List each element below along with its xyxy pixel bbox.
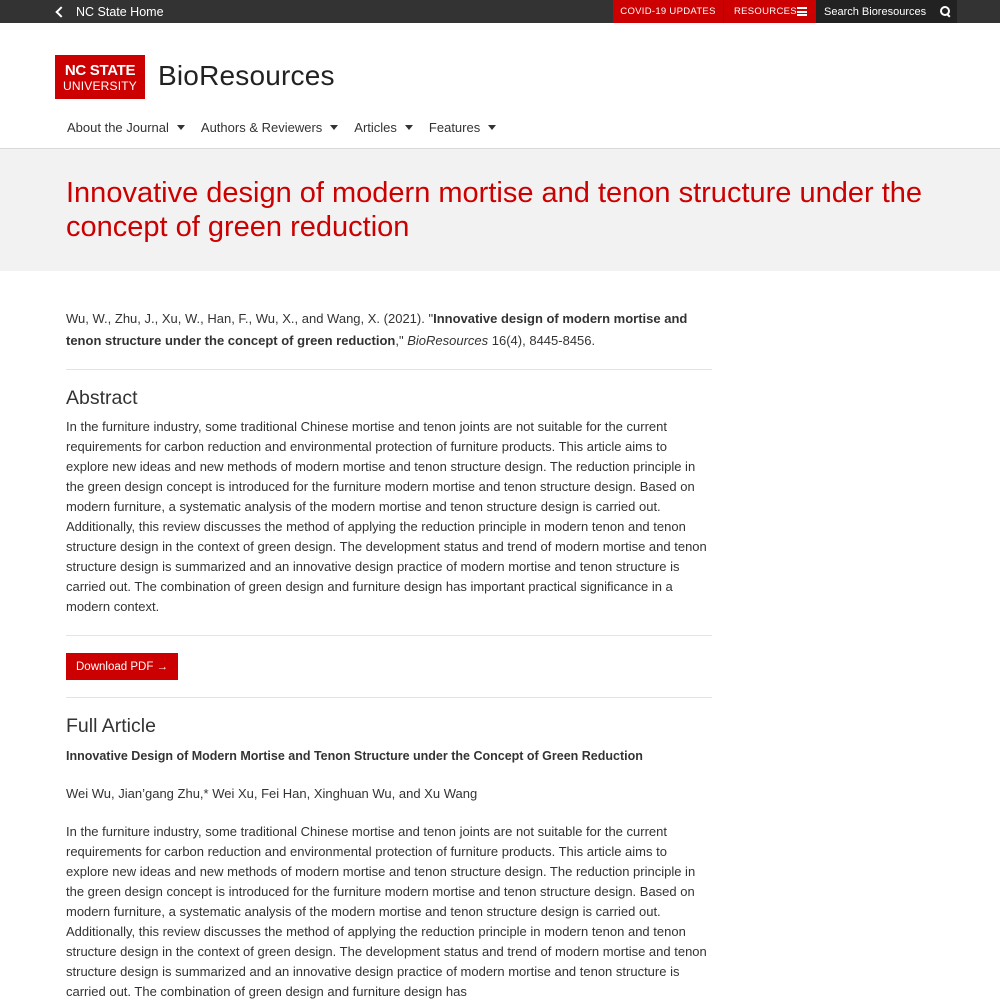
page-title: Innovative design of modern mortise and tenon structure under the concept of green reduction: [66, 177, 923, 243]
caret-down-icon: [488, 125, 496, 130]
divider: [66, 369, 712, 370]
nav-item-about-the-journal[interactable]: [67, 117, 185, 137]
search-icon[interactable]: [940, 6, 951, 17]
resources-label: RESOURCES: [734, 6, 797, 17]
citation: [66, 308, 712, 352]
resources-menu-button[interactable]: [723, 0, 816, 23]
nav-item-label: Features: [428, 119, 481, 135]
nav-item-authors-reviewers[interactable]: [201, 117, 338, 137]
logo-line-2: UNIVERSITY: [62, 78, 137, 93]
full-article-title: Innovative Design of Modern Mortise and Tenon Structure under the Concept of Green Reduction: [66, 749, 643, 763]
hamburger-menu-icon: [797, 7, 807, 16]
caret-down-icon: [177, 125, 185, 130]
caret-down-icon: [405, 125, 413, 130]
logo-line-1: NC STATE: [64, 61, 136, 79]
search-input[interactable]: [816, 0, 957, 23]
site-title[interactable]: BioResources: [158, 60, 335, 91]
chevron-left-icon: [55, 0, 63, 23]
citation-separator: ,": [395, 333, 408, 348]
divider: [66, 635, 712, 636]
full-article-intro: In the furniture industry, some traditional Chinese mortise and tenon joints are not suitable for the current requirements for carbon reduction and environmental protection of furniture products. This article aims to explore new ideas and new methods of modern mortise and tenon structure design. The reduction principle in the green design concept is introduced for the furniture modern mortise and tenon structure design. Based on modern furniture, a systematic analysis of the modern mortise and tenon structure design is carried out. Additionally, this review discusses the method of applying the reduction principle in modern tenon and tenon structure design in the context of green design. The development status and trend of modern mortise and tenon structure design is summarized and an innovative design practice of modern mortise and tenon structure is carried out. The combination of green design and furniture design has: [66, 824, 707, 999]
citation-volume-pages: 16(4), 8445-8456.: [488, 333, 596, 348]
home-link-label: NC State Home: [76, 4, 164, 19]
nav-item-label: Articles: [354, 119, 397, 135]
citation-authors: Wu, W., Zhu, J., Xu, W., Han, F., Wu, X., and Wang, X. (2021). ": [66, 311, 434, 326]
full-article-authors: Wei Wu, Jian’gang Zhu,* Wei Xu, Fei Han, Xinghuan Wu, and Xu Wang: [66, 786, 478, 801]
caret-down-icon: [330, 125, 338, 130]
download-pdf-button[interactable]: Download PDF →: [66, 653, 178, 680]
article-content: [66, 308, 712, 1000]
nc-state-home-link[interactable]: [55, 0, 164, 23]
nc-state-logo[interactable]: [55, 55, 145, 99]
full-article-heading: Full Article: [66, 715, 156, 737]
nav-item-articles[interactable]: [354, 117, 413, 137]
nav-item-label: About the Journal: [67, 119, 169, 135]
abstract-text: In the furniture industry, some traditional Chinese mortise and tenon joints are not suitable for the current requirements for carbon reduction and environmental protection of furniture products. This article aims to explore new ideas and new methods of modern mortise and tenon structure design. The reduction principle in the green design concept is introduced for the furniture modern mortise and tenon structure design. Based on modern furniture, a systematic analysis of the modern mortise and tenon structure design is carried out. Additionally, this review discusses the method of applying the reduction principle in modern tenon and tenon structure design in the context of green design. The development status and trend of modern mortise and tenon structure design is summarized and an innovative design practice of modern mortise and tenon structure is carried out. The combination of green design and furniture design has important practical significance in a modern context.: [66, 419, 707, 614]
abstract-heading: Abstract: [66, 387, 138, 409]
main-nav: [67, 117, 512, 137]
search-placeholder: Search Bioresources: [824, 5, 927, 18]
title-band: [0, 148, 1000, 271]
covid-updates-button[interactable]: COVID-19 UPDATES: [613, 0, 723, 23]
citation-title: Innovative design of modern mortise and tenon structure under the concept of green reduction: [66, 311, 688, 348]
nav-item-features[interactable]: [429, 117, 496, 137]
utility-bar: [0, 0, 1000, 23]
divider: [66, 697, 712, 698]
citation-journal: BioResources: [407, 333, 489, 348]
nav-item-label: Authors & Reviewers: [200, 119, 323, 135]
